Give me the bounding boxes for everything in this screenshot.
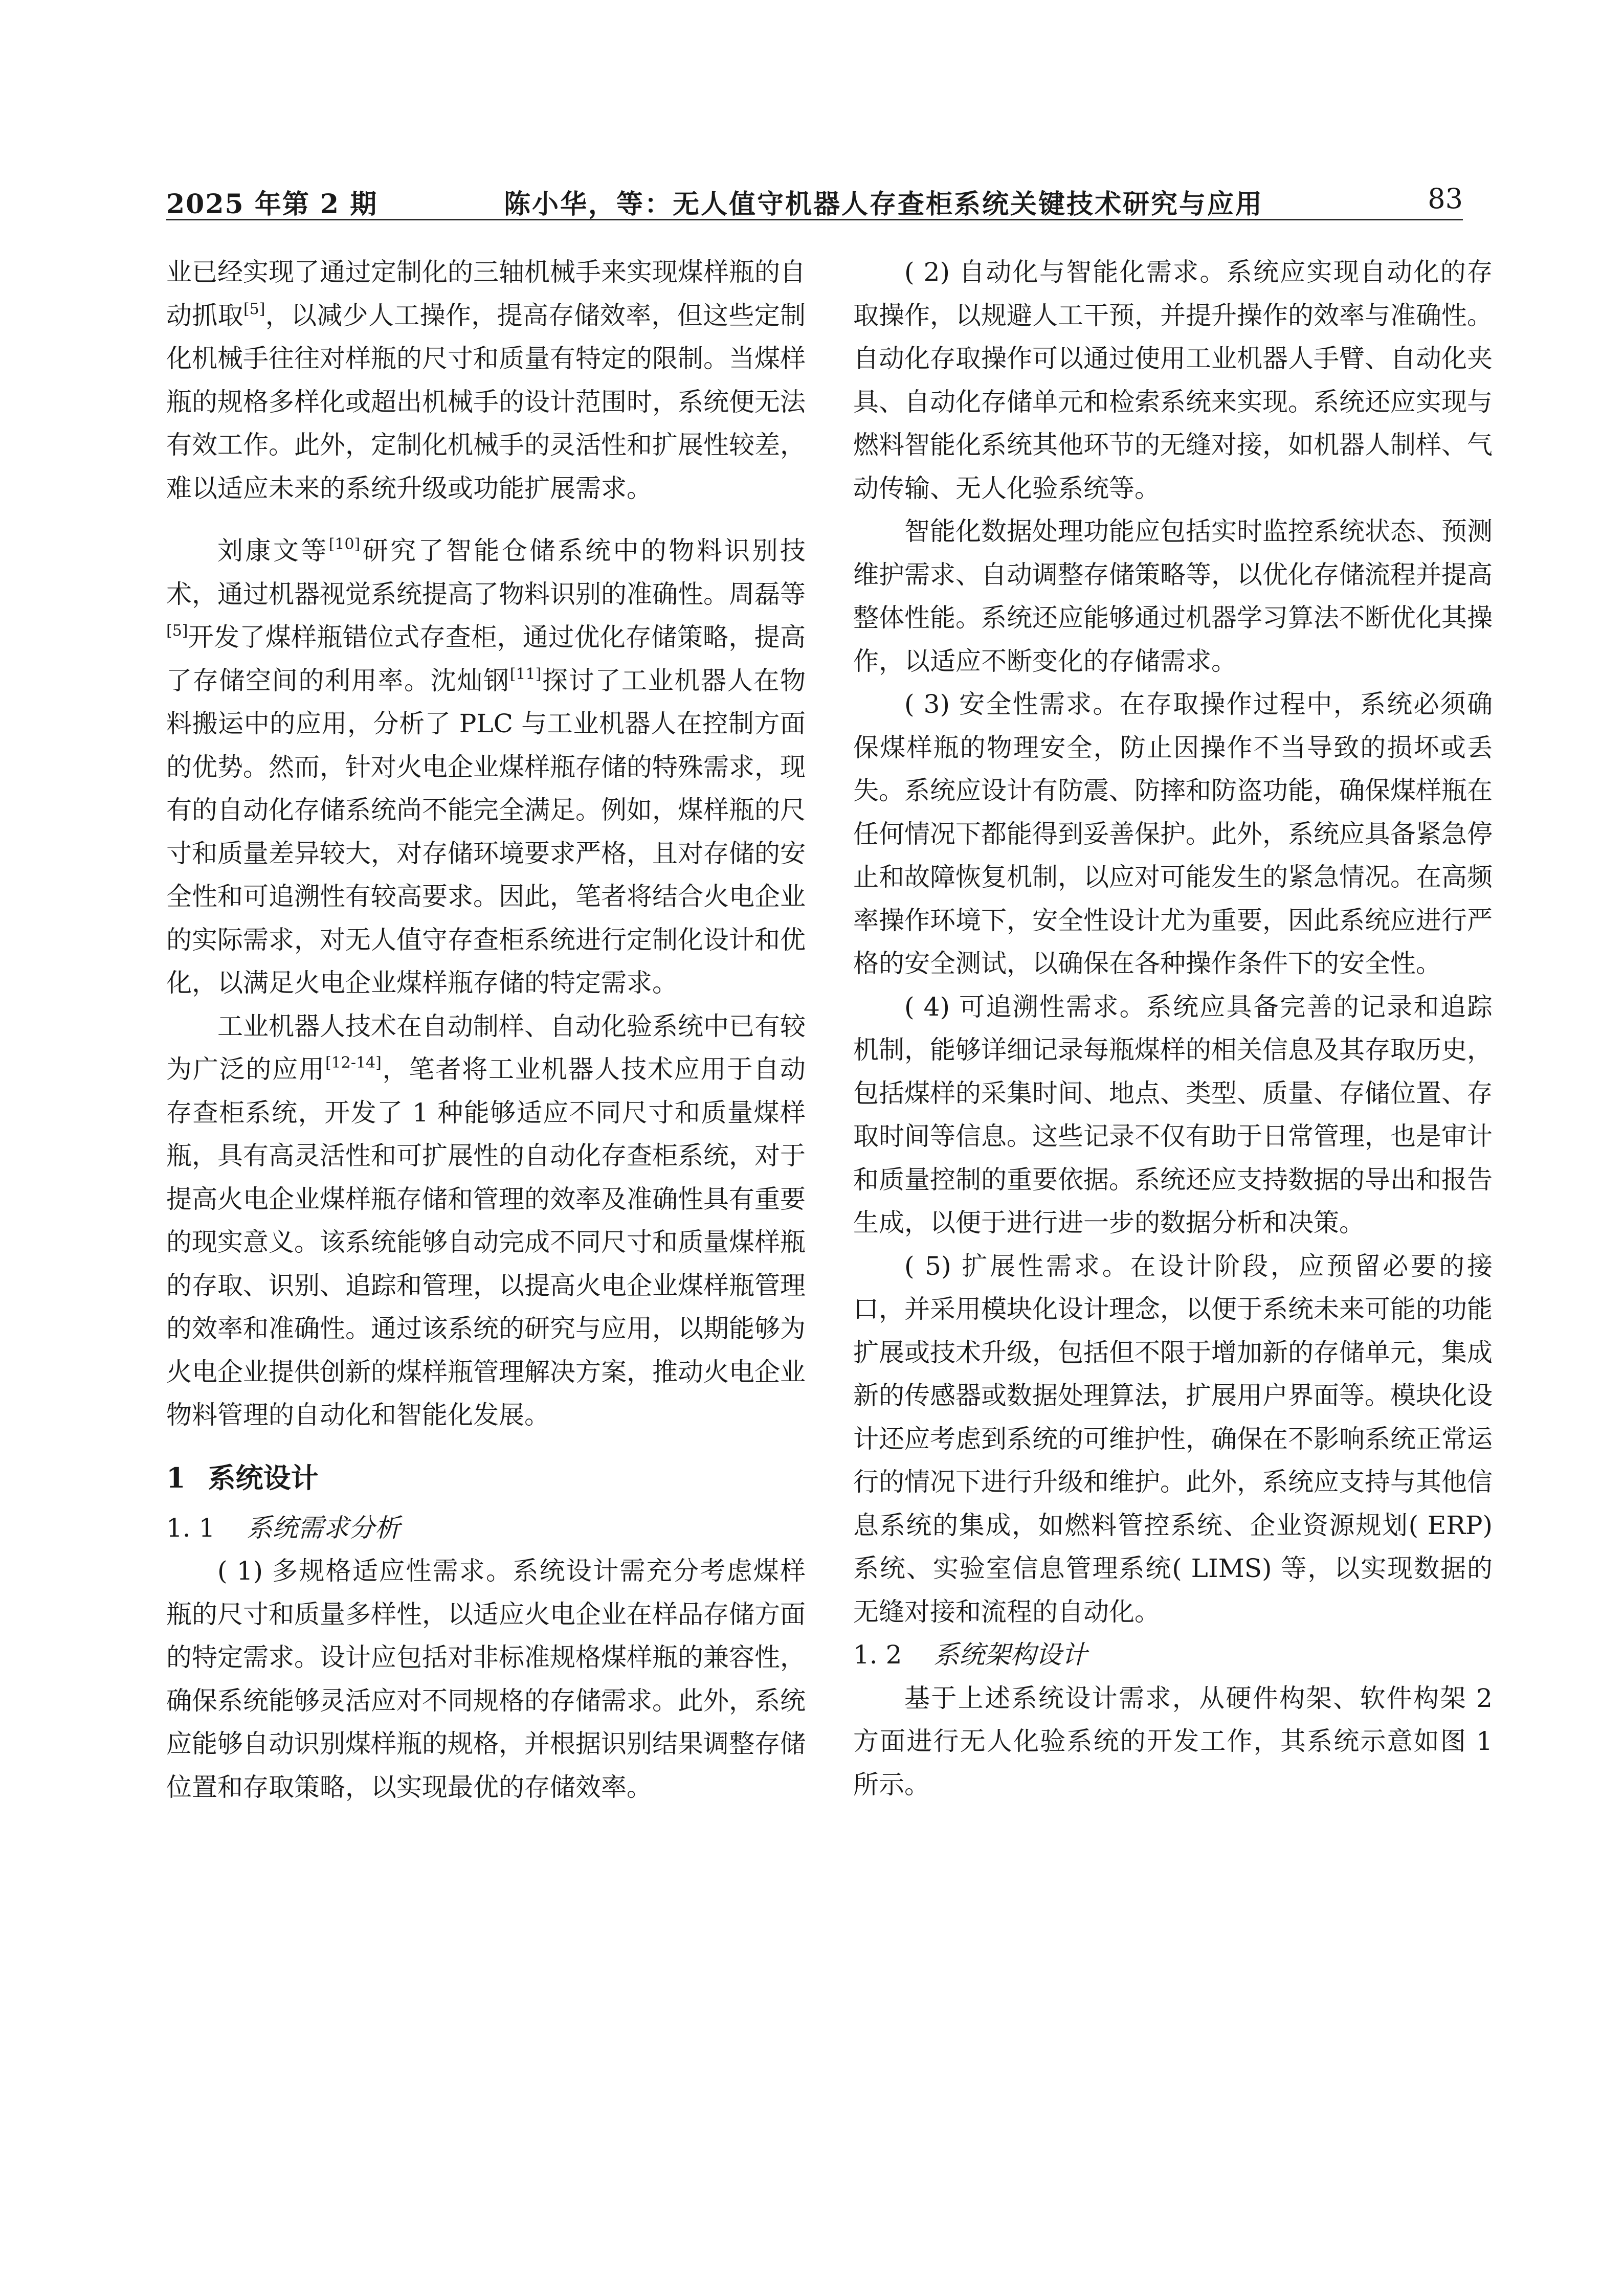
subsection-title: 系统架构设计 bbox=[933, 1640, 1087, 1670]
text-run: 开发了煤样瓶错位式存查柜，通过优化存储策略，提高了存储空间的利用率。沈灿钢 bbox=[166, 622, 806, 695]
paragraph-intro-continued bbox=[166, 251, 806, 510]
page-number: 83 bbox=[1428, 183, 1463, 215]
paragraph-requirement-1: ( 1) 多规格适应性需求。系统设计需充分考虑煤样瓶的尺寸和质量多样性，以适应火电企业在样品存储方面的特定需求。设计应包括对非标准规格煤样瓶的兼容性，确保系统能够灵活应对不同规格的存储需求。此外，系统应能够自动识别煤样瓶的规格，并根据识别结果调整存储位置和存取策略，以实现最优的存储效率。 bbox=[166, 1556, 806, 1802]
right-column bbox=[853, 251, 1493, 1806]
text-run: ，笔者将工业机器人技术应用于自动存查柜系统，开发了 1 种能够适应不同尺寸和质量煤样瓶，具有高灵活性和可扩展性的自动化存查柜系统，对于提高火电企业煤样瓶存储和管理的效率及准确性具有重要的现实意义。该系统能够自动完成不同尺寸和质量煤样瓶的存取、识别、追踪和管理，以提高火电企业煤样瓶管理的效率和准确性。通过该系统的研究与应用，以期能够为火电企业提供创新的煤样瓶管理解决方案，推动火电企业物料管理的自动化和智能化发展。 bbox=[166, 1054, 806, 1430]
header-rule bbox=[166, 219, 1463, 220]
running-title: 陈小华，等：无人值守机器人存查柜系统关键技术研究与应用 bbox=[504, 189, 1264, 220]
paragraph-contribution bbox=[166, 1005, 806, 1437]
subsection-number: 1. 2 bbox=[853, 1640, 902, 1670]
text-run: 工业机器人技术在自动制样、自动化验系统中已有较为广泛的应用 bbox=[166, 1011, 806, 1084]
subsection-title: 系统需求分析 bbox=[247, 1513, 401, 1543]
paragraph-requirement-2: ( 2) 自动化与智能化需求。系统应实现自动化的存取操作，以规避人工干预，并提升操作的效率与准确性。自动化存取操作可以通过使用工业机器人手臂、自动化夹具、自动化存储单元和检索系统来实现。系统还应实现与燃料智能化系统其他环节的无缝对接，如机器人制样、气动传输、无人化验系统等。 bbox=[853, 257, 1493, 503]
paragraph-architecture: 基于上述系统设计需求，从硬件构架、软件构架 2 方面进行无人化验系统的开发工作，其系统示意如图 1 所示。 bbox=[853, 1683, 1493, 1799]
paragraph-requirement-5: ( 5) 扩展性需求。在设计阶段，应预留必要的接口，并采用模块化设计理念，以便于系统未来可能的功能扩展或技术升级，包括但不限于增加新的存储单元，集成新的传感器或数据处理算法，扩展用户界面等。模块化设计还应考虑到系统的可维护性，确保在不影响系统正常运行的情况下进行升级和维护。此外，系统应支持与其他信息系统的集成，如燃料管控系统、企业资源规划( ERP) 系统、实验室信息管理系统( LIMS) 等，以实现数据的无缝对接和流程的自动化。 bbox=[853, 1251, 1493, 1627]
subsection-heading bbox=[166, 1506, 806, 1550]
text-run: 刘康文等 bbox=[217, 536, 329, 566]
text-run: 探讨了工业机器人在物料搬运中的应用，分析了 PLC 与工业机器人在控制方面的优势。然而，针对火电企业煤样瓶存储的特殊需求，现有的自动化存储系统尚不能完全满足。例如，煤样瓶的尺寸和质量差异较大，对存储环境要求严格，且对存储的安全性和可追溯性有较高要求。因此，笔者将结合火电企业的实际需求，对无人值守存查柜系统进行定制化设计和优化，以满足火电企业煤样瓶存储的特定需求。 bbox=[166, 665, 806, 998]
section-title: 系统设计 bbox=[208, 1461, 319, 1494]
section-heading bbox=[166, 1456, 806, 1499]
citation-ref: [5] bbox=[243, 300, 265, 318]
paragraph-requirement-4: ( 4) 可追溯性需求。系统应具备完善的记录和追踪机制，能够详细记录每瓶煤样的相关信息及其存取历史，包括煤样的采集时间、地点、类型、质量、存储位置、存取时间等信息。这些记录不仅有助于日常管理，也是审计和质量控制的重要依据。系统还应支持数据的导出和报告生成，以便于进行进一步的数据分析和决策。 bbox=[853, 992, 1493, 1237]
paragraph-related-work bbox=[166, 529, 806, 1005]
text-run: ，以减少人工操作，提高存储效率，但这些定制化机械手往往对样瓶的尺寸和质量有特定的限制。当煤样瓶的规格多样化或超出机械手的设计范围时，系统便无法有效工作。此外，定制化机械手的灵活性和扩展性较差，难以适应未来的系统升级或功能扩展需求。 bbox=[166, 300, 806, 503]
left-column bbox=[166, 251, 806, 1809]
paragraph-requirement-3: ( 3) 安全性需求。在存取操作过程中，系统必须确保煤样瓶的物理安全，防止因操作不当导致的损坏或丢失。系统应设计有防震、防摔和防盗功能，确保煤样瓶在任何情况下都能得到妥善保护。此外，系统应具备紧急停止和故障恢复机制，以应对可能发生的紧急情况。在高频率操作环境下，安全性设计尤为重要，因此系统应进行严格的安全测试，以确保在各种操作条件下的安全性。 bbox=[853, 689, 1493, 978]
running-header bbox=[166, 176, 1463, 220]
section-number: 1 bbox=[166, 1461, 186, 1494]
citation-ref: [10] bbox=[328, 535, 361, 553]
text-run: 研究了智能仓储系统中的物料识别技术，通过机器视觉系统提高了物料识别的准确性。周磊等 bbox=[166, 536, 806, 609]
citation-ref: [11] bbox=[509, 665, 542, 683]
subsection-heading bbox=[853, 1633, 1493, 1677]
citation-ref: [12-14] bbox=[325, 1054, 382, 1072]
paragraph-intelligent-processing: 智能化数据处理功能应包括实时监控系统状态、预测维护需求、自动调整存储策略等，以优化存储流程并提高整体性能。系统还应能够通过机器学习算法不断优化其操作，以适应不断变化的存储需求。 bbox=[853, 516, 1493, 676]
text-run: 业已经实现了通过定制化的三轴机械手来实现煤样瓶的自动抓取 bbox=[166, 257, 806, 330]
subsection-number: 1. 1 bbox=[166, 1513, 215, 1543]
citation-ref: [5] bbox=[166, 622, 188, 640]
journal-issue: 2025 年第 2 期 bbox=[166, 189, 378, 220]
